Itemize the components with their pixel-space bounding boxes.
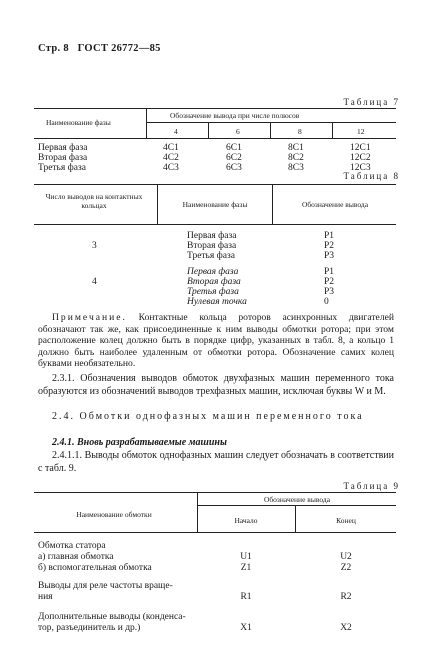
table8-phase-header: Наименование фазы <box>182 200 248 209</box>
table8-phase-name: Третья фаза <box>187 287 239 297</box>
table8-code: 0 <box>324 297 329 307</box>
note-paragraph <box>38 312 394 370</box>
table7-cell: 12C2 <box>350 153 371 163</box>
table8-phase-name: Первая фаза <box>187 231 237 241</box>
table9-end-cell: U2 <box>340 552 352 562</box>
table9-start-cell: X1 <box>240 623 252 633</box>
table7-cell: 4C2 <box>163 153 179 163</box>
table8-code: P1 <box>324 231 335 241</box>
table8-code: P3 <box>324 287 335 297</box>
table7-phases <box>38 143 88 173</box>
table7-phase-name: Первая фаза <box>38 143 88 153</box>
note-text: Контактные кольца роторов асинхронных двигателей обозначают так же, как присоединенные к ним выводы обмотки ротора; при этом расположение колец должно быть в порядке цифр, указанных в табл. 8, а кольцо 1 должно быть наиболее удаленным от обмотки ротора. Обозначение самих колец буквами необязательно. <box>38 312 394 370</box>
table9-start-cell: Z1 <box>240 563 252 573</box>
table8-top-rule <box>34 184 396 185</box>
table8-code: P2 <box>324 241 335 251</box>
table9-end-cell: Z2 <box>340 563 352 573</box>
table8-code: P3 <box>324 251 335 261</box>
table9-row-name-cont: тор, разъединитель и др.) <box>38 623 141 633</box>
table8-group4-codes <box>324 267 334 307</box>
table8-code: P2 <box>324 277 335 287</box>
paragraph-2-4-1: 2.4.1. Вновь разрабатываемые машины <box>52 437 227 448</box>
table9-row-name-cont: ния <box>38 592 53 602</box>
table8-phase-name: Вторая фаза <box>187 241 237 251</box>
table7-vline <box>332 122 333 138</box>
table7-pole-8: 8 <box>298 127 302 136</box>
paragraph-2-4: 2.4. Обмотки однофазных машин переменного тока <box>52 411 364 422</box>
table8-code: P1 <box>324 267 335 277</box>
table7-group-header: Обозначение вывода при числе полюсов <box>170 111 300 120</box>
table9-mid-rule <box>197 505 396 506</box>
table8-caption: Таблица 8 <box>343 171 400 181</box>
table7-phase-name: Третья фаза <box>38 163 86 173</box>
standard-code: ГОСТ 26772—85 <box>77 43 161 54</box>
table7-phase-header: Наименование фазы <box>46 118 111 127</box>
table7-col-4 <box>163 143 179 173</box>
table9-end-header: Конец <box>336 516 356 525</box>
paragraph-2-4-1-1: 2.4.1.1. Выводы обмоток однофазных машин следует обозначать в соответствии с табл. 9. <box>38 450 394 474</box>
table7-cell: 12C3 <box>350 163 371 173</box>
table7-phase-name: Вторая фаза <box>38 153 88 163</box>
table8-vline <box>272 184 273 224</box>
table8-phase-name: Первая фаза <box>187 267 239 277</box>
table8-group3-phases <box>187 231 237 261</box>
table9-row-name: б) вспомогательная обмотка <box>38 563 152 573</box>
table9-start-cell: U1 <box>240 552 252 562</box>
table7-cell: 8C2 <box>288 153 304 163</box>
table9-header-rule <box>34 532 396 533</box>
table8-count-4: 4 <box>92 277 97 287</box>
table7-cell: 6C2 <box>226 153 242 163</box>
table7-header-rule <box>34 138 396 139</box>
page-header <box>38 43 161 54</box>
table8-group4-phases <box>187 267 247 307</box>
table9-start-header: Начало <box>234 516 258 525</box>
table7-col-6 <box>226 143 242 173</box>
table7-top-rule <box>34 108 396 109</box>
table8-phase-name: Нулевая точка <box>187 297 247 307</box>
table7-pole-4: 4 <box>174 127 178 136</box>
table7-cell: 8C1 <box>288 143 304 153</box>
table7-pole-6: 6 <box>236 127 240 136</box>
paragraph-2-3-1: 2.3.1. Обозначения выводов обмоток двухфазных машин переменного тока образуются из обозначений выводов трехфазных машин, исключая буквы W и M. <box>38 373 394 397</box>
table7-col-12 <box>350 143 371 173</box>
table9-row-name: Дополнительные выводы (конденса- <box>38 612 186 622</box>
table7-vline <box>146 108 147 138</box>
table8-header-rule <box>34 224 396 225</box>
note-label: Примечание. <box>52 312 127 323</box>
table7-cell: 4C3 <box>163 163 179 173</box>
table7-cell: 6C3 <box>226 163 242 173</box>
table9-caption: Таблица 9 <box>343 481 400 491</box>
table9-end-cell: R2 <box>340 592 352 602</box>
table8-count-header: Число выводов на контактных кольцах <box>45 192 143 210</box>
table9-end-cell: X2 <box>340 623 352 633</box>
table9-name-header: Наименование обмотки <box>76 510 152 519</box>
table8-code-header: Обозначение вывода <box>301 200 369 209</box>
table9-row-name: а) главная обмотка <box>38 552 114 562</box>
table7-vline <box>270 122 271 138</box>
table9-top-rule <box>34 492 396 493</box>
table7-cell: 4C1 <box>163 143 179 153</box>
table9-start-cell: R1 <box>240 592 252 602</box>
table8-phase-name: Третья фаза <box>187 251 235 261</box>
page-number: Стр. 8 <box>38 43 69 54</box>
table8-group3-codes <box>324 231 334 261</box>
table7-col-8 <box>288 143 304 173</box>
table9-row-name: Выводы для реле частоты враще- <box>38 581 173 591</box>
table7-cell: 6C1 <box>226 143 242 153</box>
table7-cell: 12C1 <box>350 143 371 153</box>
table8-vline <box>157 184 158 224</box>
table8-phase-name: Вторая фаза <box>187 277 241 287</box>
table7-cell: 8C3 <box>288 163 304 173</box>
table7-pole-12: 12 <box>357 127 365 136</box>
table7-vline <box>208 122 209 138</box>
table7-mid-rule <box>146 122 396 123</box>
table8-count-3: 3 <box>92 241 97 251</box>
table9-stator-title: Обмотка статора <box>38 541 106 551</box>
table9-group-header: Обозначение вывода <box>263 495 331 504</box>
table7-caption: Таблица 7 <box>343 97 400 107</box>
